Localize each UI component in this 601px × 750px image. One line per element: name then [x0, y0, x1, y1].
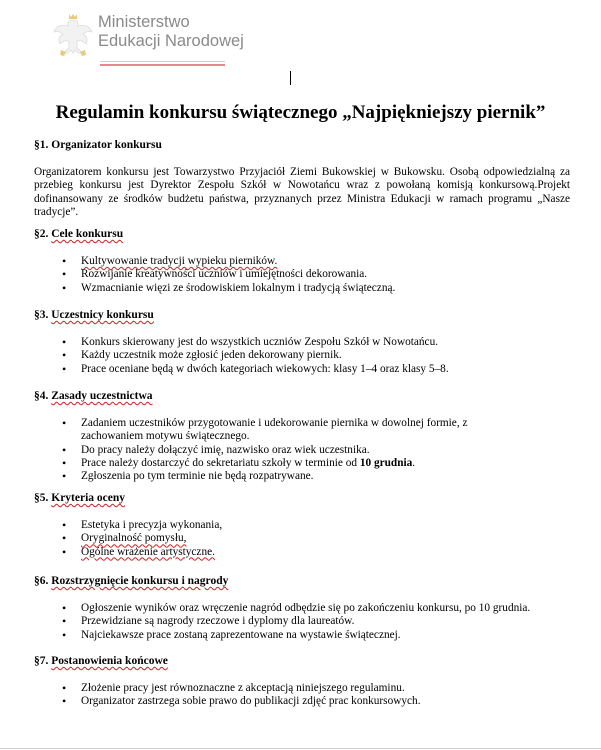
list-item-deadline: • Prace należy dostarczyć do sekretariatu szkoły w terminie od 10 grudnia.	[34, 457, 510, 470]
list-item: • Rozwijanie kreatywności uczniów i umiejętności dekorowania.	[34, 268, 570, 281]
list-item: • Kultywowanie tradycji wypieku pierników.	[34, 255, 570, 268]
section-6	[34, 575, 570, 642]
section-heading: §5. Kryteria oceny	[34, 492, 126, 504]
section-1	[34, 139, 570, 219]
bullet-list	[34, 682, 570, 708]
section-4	[34, 390, 570, 483]
list-item: • Prace oceniane będą w dwóch kategoriach wiekowych: klasy 1–4 oraz klasy 5–8.	[34, 363, 570, 376]
bullet-list	[34, 255, 570, 295]
list-item: • Przewidziane są nagrody rzeczowe i dyplomy dla laureatów.	[34, 615, 570, 628]
list-item: • Zadaniem uczestników przygotowanie i udekorowanie piernika w dowolnej formie, z zachowaniem motywu świątecznego.	[34, 417, 510, 443]
section-heading: §6. Rozstrzygnięcie konkursu i nagrody	[34, 575, 229, 587]
bullet-list	[34, 519, 570, 559]
list-item: • Konkurs skierowany jest do wszystkich uczniów Zespołu Szkół w Nowotańcu.	[34, 336, 570, 349]
section-2	[34, 228, 570, 295]
list-item: • Złożenie pracy jest równoznaczne z akceptacją niniejszego regulaminu.	[34, 682, 570, 695]
ministry-name-line1: Ministerstwo	[98, 13, 190, 31]
document-title: Regulamin konkursu świątecznego „Najpiękniejszy piernik”	[55, 102, 546, 123]
section-7	[34, 655, 570, 709]
list-item: • Organizator zastrzega sobie prawo do publikacji zdjęć prac konkursowych.	[34, 695, 570, 708]
ministry-name	[98, 13, 244, 51]
list-item: • Do pracy należy dołączyć imię, nazwisko oraz wiek uczestnika.	[34, 444, 510, 457]
text-cursor	[290, 71, 291, 85]
bullet-list	[34, 602, 570, 642]
list-item: • Oryginalność pomysłu,	[34, 532, 570, 545]
list-item: • Każdy uczestnik może zgłosić jeden dekorowany piernik.	[34, 349, 570, 362]
section-heading: §7. Postanowienia końcowe	[34, 655, 168, 667]
ministry-name-line2: Edukacji Narodowej	[98, 32, 244, 50]
section-heading: §1. Organizator konkursu	[34, 139, 162, 151]
ministry-logo	[50, 12, 250, 62]
section-heading: §2. Cele konkursu	[34, 228, 124, 240]
list-item: • Ogłoszenie wyników oraz wręczenie nagród odbędzie się po zakończeniu konkursu, po 10 grudnia.	[34, 602, 570, 615]
page-bottom-border	[0, 748, 601, 749]
list-item: • Zgłoszenia po tym terminie nie będą rozpatrywane.	[34, 470, 510, 483]
section-paragraph: Organizatorem konkursu jest Towarzystwo Przyjaciół Ziemi Bukowskiej w Bukowsku. Osobą odpowiedzialną za przebieg konkursu jest Dyrektor Zespołu Szkół w Nowotańcu wraz z powołaną komisją konkursową.Projekt dofinansowany ze środków budżetu państwa, przyznanych przez Ministra Edukacji w ramach programu „Nasze tradycje”.	[34, 166, 570, 218]
bullet-list	[34, 336, 570, 376]
list-item: • Estetyka i precyzja wykonania,	[34, 519, 570, 532]
section-3	[34, 309, 570, 376]
list-item: • Najciekawsze prace zostaną zaprezentowane na wystawie świątecznej.	[34, 629, 570, 642]
logo-divider-red	[100, 64, 225, 66]
section-5	[34, 492, 570, 559]
bullet-list	[34, 417, 570, 483]
section-heading: §3. Uczestnicy konkursu	[34, 309, 154, 321]
logo-divider-gray	[100, 61, 225, 62]
list-item: • Wzmacnianie więzi ze środowiskiem lokalnym i tradycją świąteczną.	[34, 282, 570, 295]
list-item: • Ogólne wrażenie artystyczne.	[34, 546, 570, 559]
eagle-emblem-icon	[52, 12, 94, 58]
section-heading: §4. Zasady uczestnictwa	[34, 390, 153, 402]
